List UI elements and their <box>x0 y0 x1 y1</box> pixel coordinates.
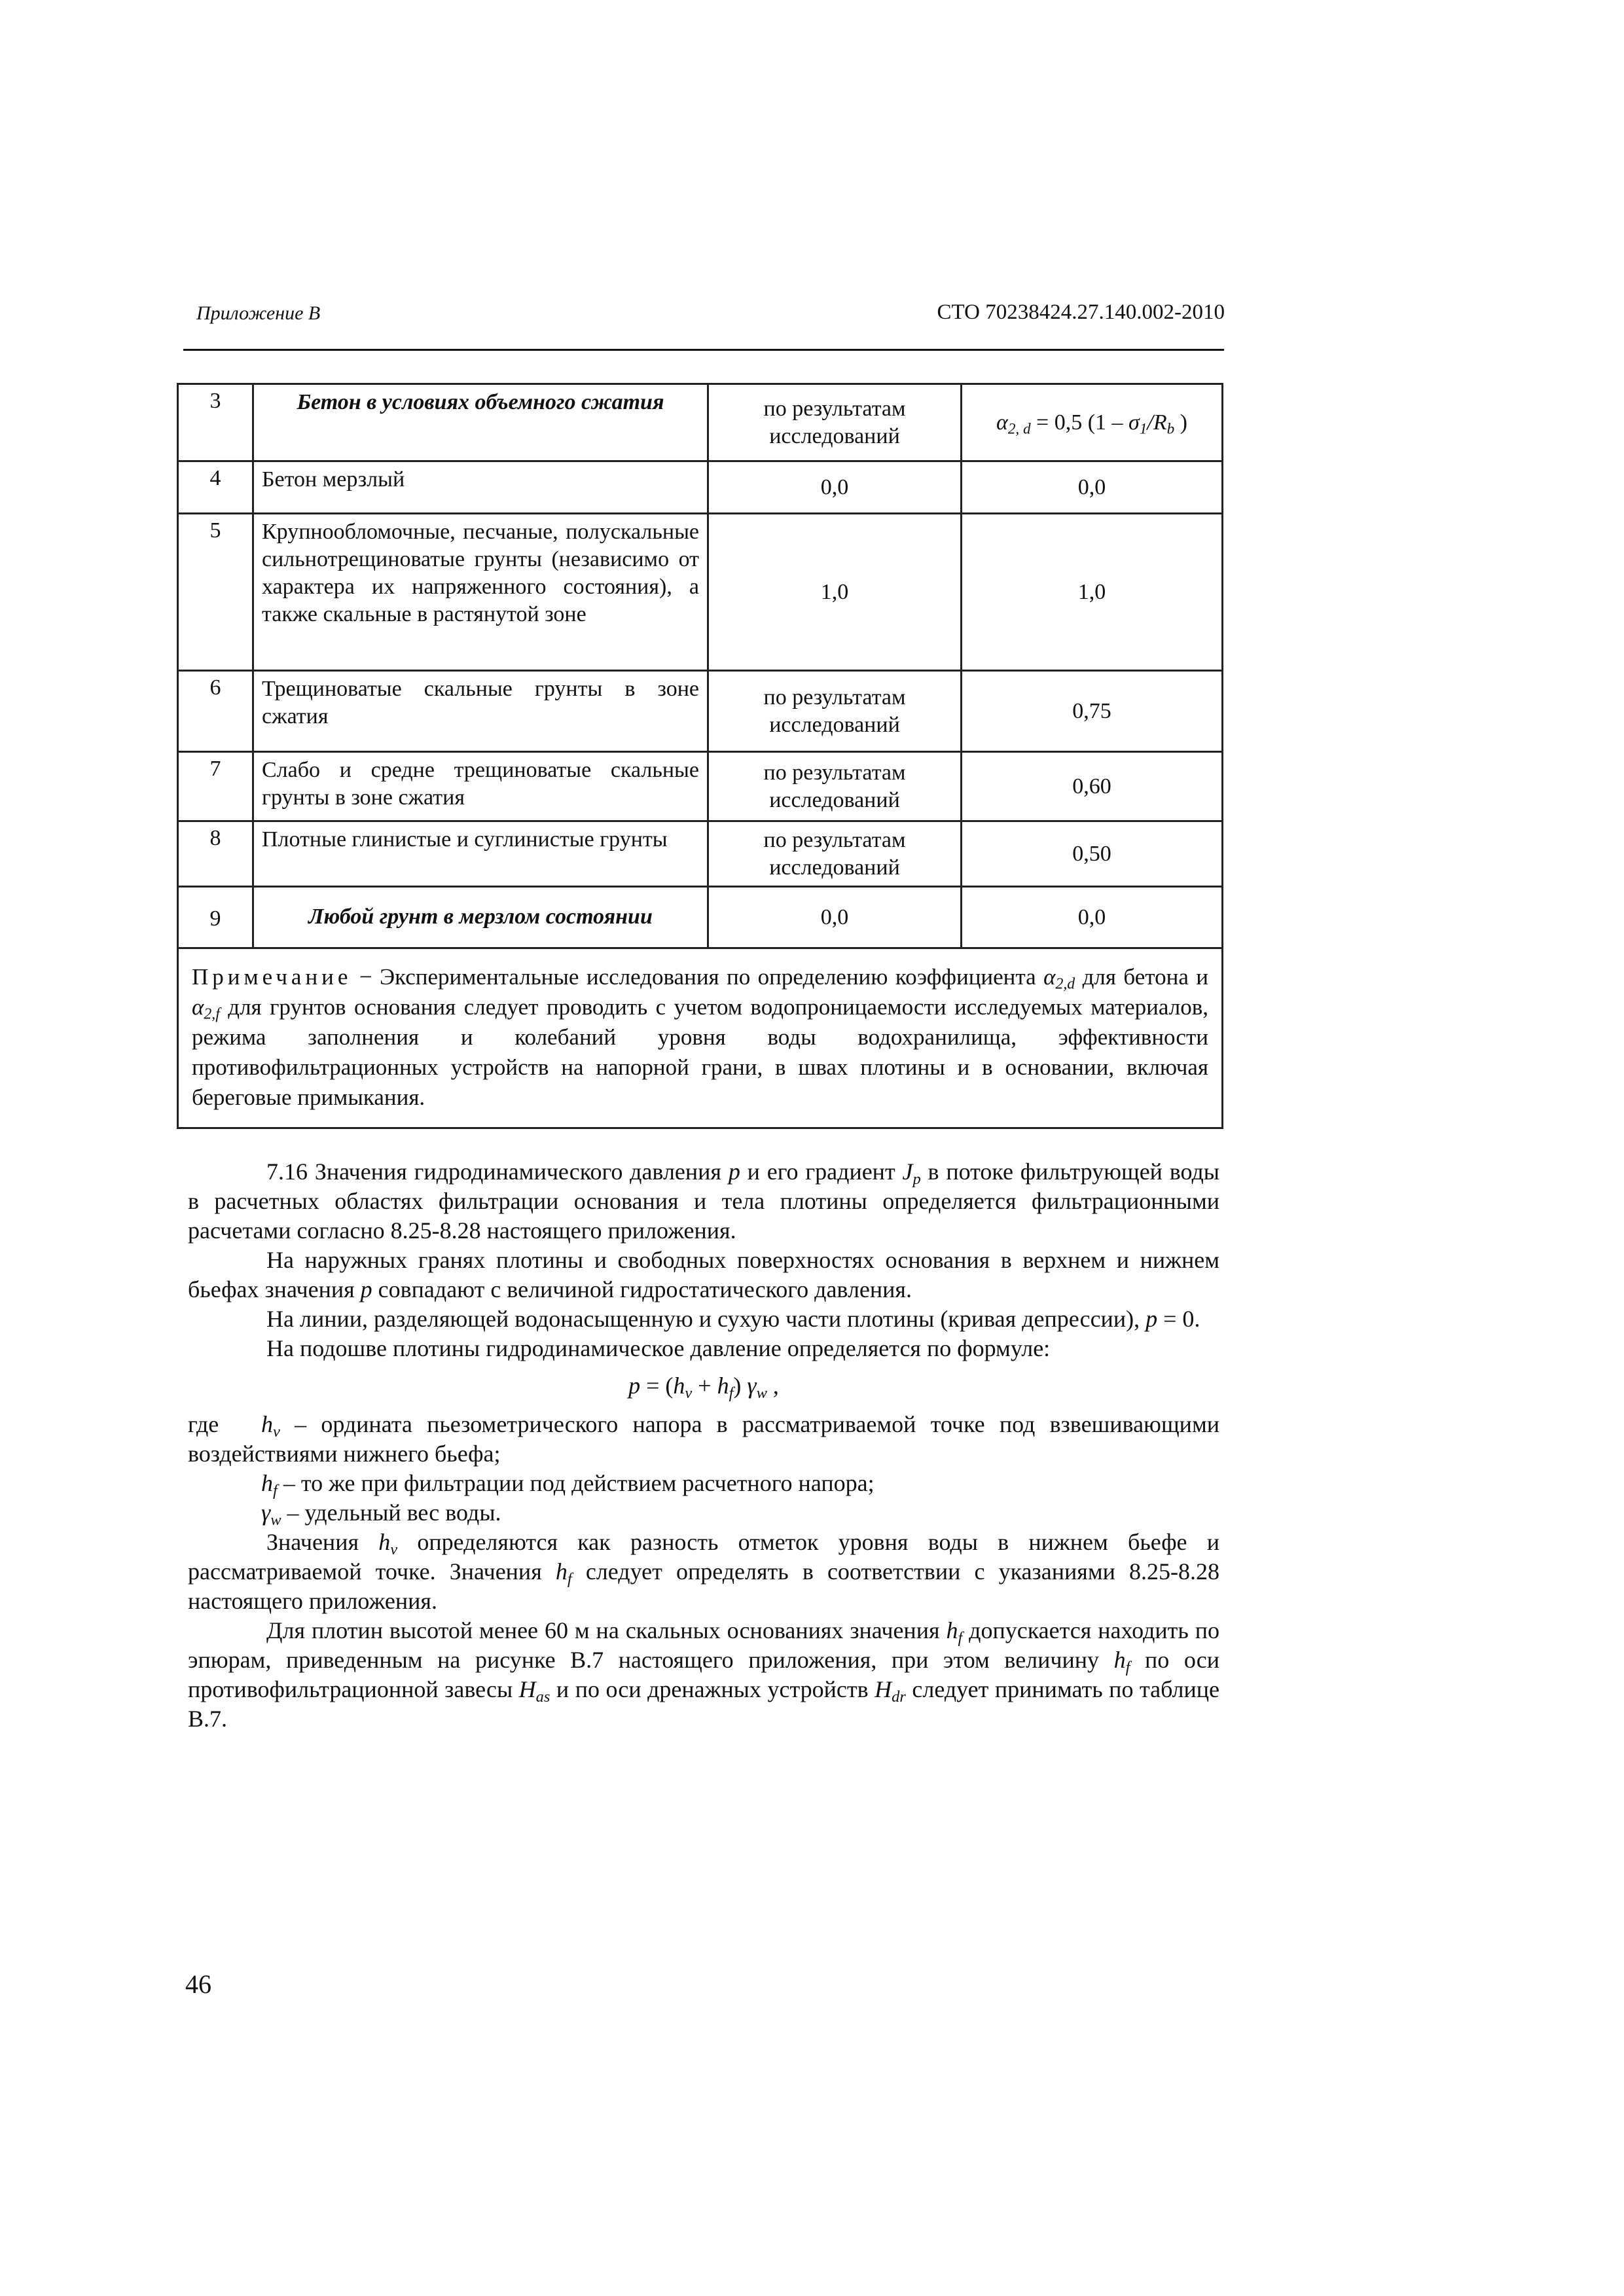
row-value-soil: 0,0 <box>962 461 1223 514</box>
row-description: Слабо и средне трещиноватые скальные грунты в зоне сжатия <box>253 752 708 821</box>
coefficient-table <box>177 383 1223 1129</box>
row-number: 9 <box>178 887 253 948</box>
table-row <box>178 887 1223 948</box>
paragraph-hv-values: Значения $h_v$ определяются как разность отметок уровня воды в нижнем бьефе и рассматриваемой точке. Значения $h_f$ следует определять в соответствии с указаниями 8.25-8.28 настоящего приложения. <box>188 1529 1220 1614</box>
row-value-concrete: по результатам исследований <box>708 384 962 461</box>
row-value-concrete: 0,0 <box>708 461 962 514</box>
header-rule <box>183 349 1224 351</box>
row-description: Любой грунт в мерзлом состоянии <box>253 887 708 948</box>
paragraph-depression-line: На линии, разделяющей водонасыщенную и сухую части плотины (кривая депрессии), p = 0. <box>266 1306 1200 1332</box>
row-number: 5 <box>178 514 253 671</box>
row-number: 6 <box>178 671 253 752</box>
row-value-concrete: по результатам исследований <box>708 671 962 752</box>
header-appendix-label: Приложение В <box>196 302 321 324</box>
note-label: Примечание <box>192 964 352 990</box>
row-description: Плотные глинистые и суглинистые грунты <box>253 821 708 887</box>
row-value-soil: 0,60 <box>962 752 1223 821</box>
pressure-formula: $p = (h_v + h_f)$ $\gamma_w$ , <box>628 1372 779 1402</box>
row-description: Трещиноватые скальные грунты в зоне сжатия <box>253 671 708 752</box>
table-row <box>178 821 1223 887</box>
row-description: Бетон в условиях объемного сжатия <box>253 384 708 461</box>
table-row <box>178 384 1223 461</box>
table-row <box>178 752 1223 821</box>
row-value-soil: 1,0 <box>962 514 1223 671</box>
definition-gamma-w: $\gamma_w$ – удельный вес воды. <box>261 1499 501 1529</box>
paragraph-outer-faces: На наружных гранях плотины и свободных поверхностях основания в верхнем и нижнем бьефах значения p совпадают с величиной гидростатического давления. <box>188 1247 1219 1302</box>
paragraph-formula-intro: На подошве плотины гидродинамическое давление определяется по формуле: <box>266 1335 1051 1361</box>
definition-hv <box>188 1410 1219 1469</box>
body-text <box>188 1157 1219 1734</box>
header-document-code: СТО 70238424.27.140.002-2010 <box>937 300 1225 324</box>
row-number: 7 <box>178 752 253 821</box>
table-row <box>178 461 1223 514</box>
row-value-soil: 0,0 <box>962 887 1223 948</box>
row-value-soil: 0,75 <box>962 671 1223 752</box>
row-value-soil: 0,50 <box>962 821 1223 887</box>
definition-hf: $h_f$ – то же при фильтрации под действием расчетного напора; <box>261 1470 875 1499</box>
row-number: 8 <box>178 821 253 887</box>
paragraph-7-16: 7.16 Значения гидродинамического давления p и его градиент $J_p$ в потоке фильтрующей воды в расчетных областях фильтрации основания и тела плотины определяется фильтрационными расчетами согласно 8.25-8.28 настоящего приложения. <box>188 1158 1219 1244</box>
row-number: 4 <box>178 461 253 514</box>
row-value-concrete: 1,0 <box>708 514 962 671</box>
row-value-concrete: по результатам исследований <box>708 752 962 821</box>
row-description: Бетон мерзлый <box>253 461 708 514</box>
row-value-concrete: по результатам исследований <box>708 821 962 887</box>
table-note <box>178 948 1223 1128</box>
row-description: Крупнообломочные, песчаные, полускальные сильнотрещиноватые грунты (независимо от характера их напряженного состояния), а также скальные в растянутой зоне <box>253 514 708 671</box>
definition-hv-text: $h_v$ – ордината пьезометрического напора в рассматриваемой точке под взвешивающими воздействиями нижнего бьефа; <box>188 1411 1219 1467</box>
where-label: где <box>188 1411 219 1437</box>
note-text: − Экспериментальные исследования по определению коэффициента $\alpha_{2,d}$ для бетона и $\alpha_{2,f}$ для грунтов основания следует проводить с учетом водопроницаемости исследуемых материалов, режима заполнения и колебаний уровня воды водохранилища, эффективности противофильтрационных устройств на напорной грани, в швах плотины и в основании, включая береговые примыкания. <box>192 964 1208 1110</box>
row-value-formula: $\alpha_{2, d} = 0,5$ ($1 - \sigma_1/R_b$ ) <box>962 384 1223 461</box>
row-number: 3 <box>178 384 253 461</box>
table-note-row <box>178 948 1223 1128</box>
table-row <box>178 514 1223 671</box>
table-row <box>178 671 1223 752</box>
page-number: 46 <box>185 1969 211 1999</box>
paragraph-low-dams: Для плотин высотой менее 60 м на скальных основаниях значения $h_f$ допускается находить по эпюрам, приведенным на рисунке В.7 настоящего приложения, при этом величину $h_f$ по оси противофильтрационной завесы $H_{as}$ и по оси дренажных устройств $H_{dr}$ следует принимать по таблице В.7. <box>188 1617 1220 1732</box>
row-value-concrete: 0,0 <box>708 887 962 948</box>
